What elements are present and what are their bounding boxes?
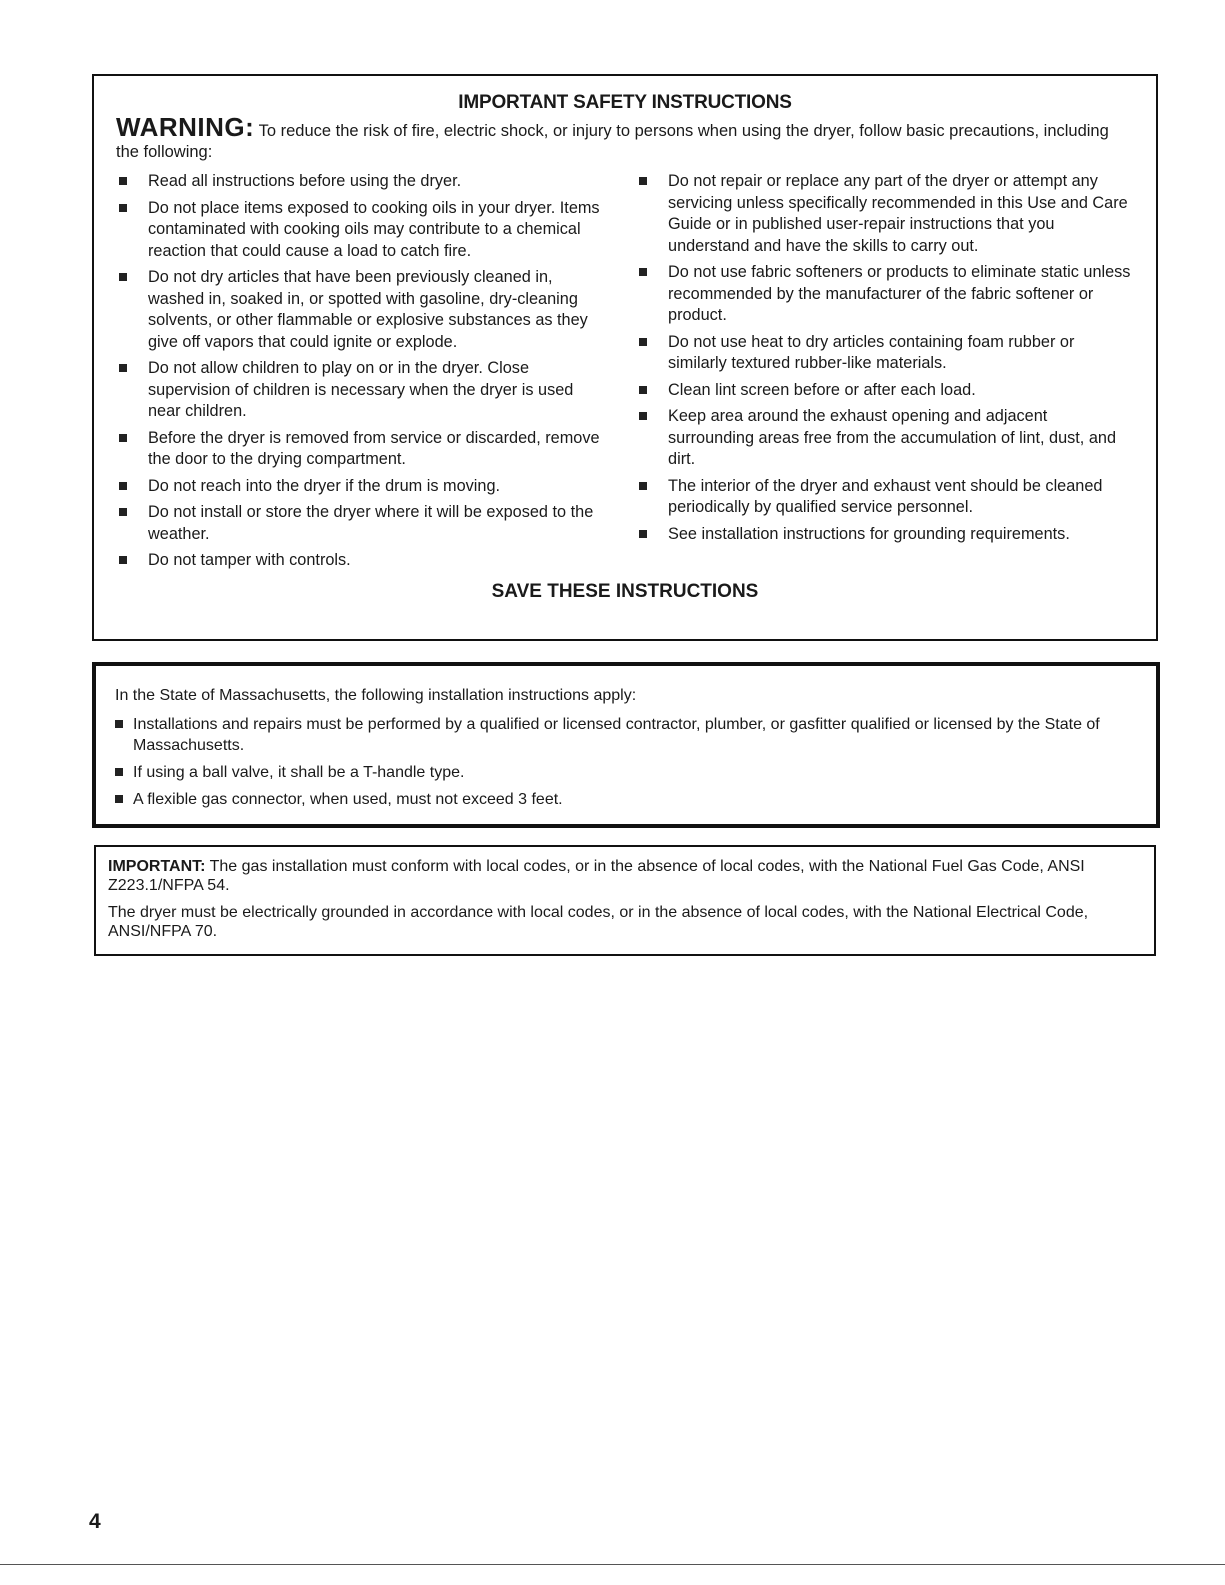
list-item-text: Read all instructions before using the dryer. <box>148 172 462 190</box>
list-item <box>636 476 1134 519</box>
square-bullet-icon <box>119 204 127 212</box>
square-bullet-icon <box>119 508 127 516</box>
list-item-text: Do not place items exposed to cooking oils in your dryer. Items contaminated with cooking oils may contribute to a chemical reaction that could cause a load to catch fire. <box>148 198 600 260</box>
save-instructions-heading: SAVE THESE INSTRUCTIONS <box>491 580 759 602</box>
square-bullet-icon <box>119 434 127 442</box>
list-item-text: Do not dry articles that have been previously cleaned in, washed in, soaked in, or spotted with gasoline, dry-cleaning solvents, or other flammable or explosive substances as they give off vapors that could ignite or explode. <box>148 268 588 351</box>
square-bullet-icon <box>115 768 123 776</box>
list-item <box>636 406 1134 471</box>
list-item-text: See installation instructions for grounding requirements. <box>668 524 1070 543</box>
list-item <box>636 171 1134 257</box>
list-item-text: Do not use heat to dry articles containing foam rubber or similarly textured rubber-like materials. <box>668 332 1075 372</box>
safety-columns <box>116 171 1134 577</box>
list-item-text: Do not tamper with controls. <box>148 551 351 569</box>
list-item <box>116 171 610 193</box>
list-item-text: Do not use fabric softeners or products to eliminate static unless recommended by the manufacturer of the fabric softener or product. <box>668 263 1131 324</box>
square-bullet-icon <box>119 482 127 490</box>
square-bullet-icon <box>119 556 127 564</box>
list-item-text: The interior of the dryer and exhaust vent should be cleaned periodically by qualified service personnel. <box>668 476 1103 516</box>
warning-text: To reduce the risk of fire, electric shock, or injury to persons when using the dryer, follow basic precautions, including the following: <box>116 122 1109 161</box>
list-item <box>116 550 610 572</box>
gas-code-text: The gas installation must conform with local codes, or in the absence of local codes, with the National Fuel Gas Code, ANSI Z223.1/NFPA 54. <box>108 858 1085 894</box>
square-bullet-icon <box>115 795 123 803</box>
list-item-text: If using a ball valve, it shall be a T-handle type. <box>133 764 465 781</box>
square-bullet-icon <box>119 273 127 281</box>
list-item-text: Do not install or store the dryer where it will be exposed to the weather. <box>148 503 594 543</box>
list-item <box>636 262 1134 327</box>
square-bullet-icon <box>639 177 647 185</box>
massachusetts-list <box>115 714 1140 810</box>
safety-instructions-box <box>92 74 1158 641</box>
list-item-text: Before the dryer is removed from service or discarded, remove the door to the drying compartment. <box>148 428 600 468</box>
warning-label: WARNING: <box>116 112 255 142</box>
electrical-code-paragraph: The dryer must be electrically grounded in accordance with local codes, or in the absence of local codes, with the National Electrical Code, ANSI/NFPA 70. <box>108 904 1089 940</box>
list-item <box>116 267 610 353</box>
massachusetts-box <box>92 662 1160 828</box>
square-bullet-icon <box>639 338 647 346</box>
safety-heading: IMPORTANT SAFETY INSTRUCTIONS <box>458 92 792 113</box>
bottom-divider <box>0 1564 1225 1565</box>
list-item <box>636 524 1134 546</box>
massachusetts-intro: In the State of Massachusetts, the following installation instructions apply: <box>115 687 637 704</box>
list-item <box>115 714 1140 756</box>
square-bullet-icon <box>639 412 647 420</box>
list-item-text: Do not repair or replace any part of the dryer or attempt any servicing unless specifically recommended in this Use and Care Guide or in published user-repair instructions that you understand and have the skills to carry out. <box>668 172 1128 255</box>
list-item <box>636 332 1134 375</box>
safety-right-column <box>636 171 1134 577</box>
square-bullet-icon <box>639 386 647 394</box>
list-item-text: A flexible gas connector, when used, must not exceed 3 feet. <box>133 791 563 808</box>
list-item <box>116 428 610 471</box>
list-item <box>636 380 1134 402</box>
list-item <box>116 358 610 423</box>
list-item <box>115 762 1140 783</box>
gas-code-paragraph <box>108 857 1142 895</box>
square-bullet-icon <box>639 268 647 276</box>
list-item-text: Do not allow children to play on or in the dryer. Close supervision of children is necessary when the dryer is used near children. <box>148 359 574 420</box>
list-item-text: Installations and repairs must be performed by a qualified or licensed contractor, plumber, or gasfitter qualified or licensed by the State of Massachusetts. <box>133 716 1100 754</box>
square-bullet-icon <box>639 530 647 538</box>
list-item <box>116 198 610 263</box>
square-bullet-icon <box>119 177 127 185</box>
list-item <box>116 476 610 498</box>
list-item-text: Keep area around the exhaust opening and adjacent surrounding areas free from the accumulation of lint, dust, and dirt. <box>668 407 1116 468</box>
safety-right-list <box>636 171 1134 545</box>
square-bullet-icon <box>639 482 647 490</box>
page-number: 4 <box>89 1510 101 1533</box>
list-item-text: Do not reach into the dryer if the drum is moving. <box>148 476 501 495</box>
square-bullet-icon <box>115 720 123 728</box>
warning-statement <box>116 112 1134 163</box>
safety-left-column <box>116 171 610 577</box>
list-item <box>115 789 1140 810</box>
safety-left-list <box>116 171 610 572</box>
list-item <box>116 502 610 545</box>
important-label: IMPORTANT: <box>108 858 206 875</box>
list-item-text: Clean lint screen before or after each load. <box>668 380 976 399</box>
important-note-box <box>94 845 1156 956</box>
square-bullet-icon <box>119 364 127 372</box>
